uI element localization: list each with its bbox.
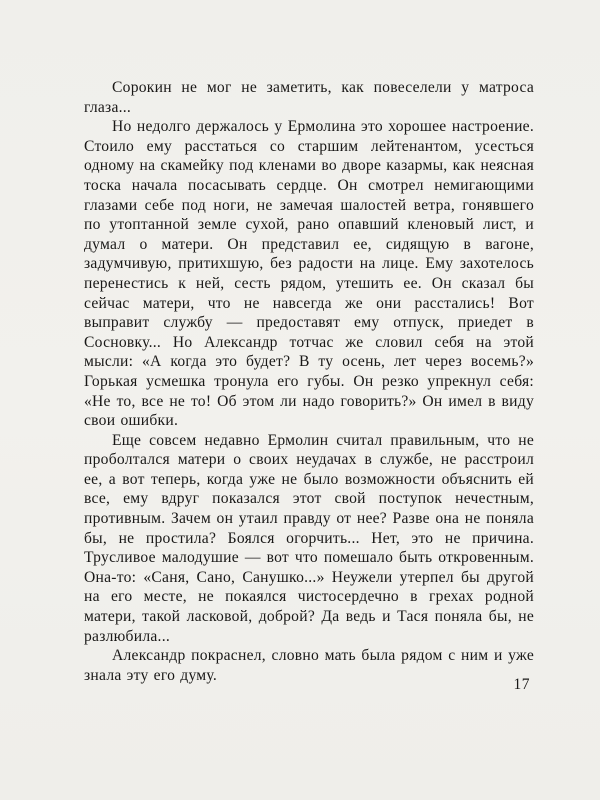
paragraph: Александр покраснел, словно мать была рядом с ним и уже знала эту его думу. [84,647,534,684]
paragraph: Еще совсем недавно Ермолин считал правильным, что не проболтался матери о своих неудачах в службе, не расстроил ее, а вот теперь, когда уже не было возможности объяснить ей все, ему вдруг показался этот свой поступок нечестным, противным. Зачем он утаил правду от нее? Разве она не поняла бы, не простила? Боялся огорчить... Нет, это не причина. Трусливое малодушие — вот что помешало быть откровенным. Она-то: «Саня, Сано, Санушко...» Неужели утерпел бы другой на его месте, не покаялся чистосердечно в грехах родной матери, такой ласковой, доброй? Да ведь и Тася поняла бы, не разлюбила... [84,431,534,645]
page-text-block [84,78,534,685]
paragraph: Сорокин не мог не заметить, как повеселели у матроса глаза... [84,79,534,116]
page-number: 17 [513,676,530,693]
paragraph: Но недолго держалось у Ермолина это хорошее настроение. Стоило ему расстаться со старшим лейтенантом, усесться одному на скамейку под кленами во дворе казармы, как неясная тоска начала посасывать сердце. Он смотрел немигающими глазами себе под ноги, не замечая шалостей ветра, гонявшего по утоптанной земле сухой, рано опавший кленовый лист, и думал о матери. Он представил ее, сидящую в вагоне, задумчивую, притихшую, без радости на лице. Ему захотелось перенестись к ней, сесть рядом, утешить ее. Он сказал бы сейчас матери, что не навсегда же они расстались! Вот выправит службу — предоставят ему отпуск, приедет в Сосновку... Но Александр тотчас же словил себя на этой мысли: «А когда это будет? В ту осень, лет через восемь?» Горькая усмешка тронула его губы. Он резко упрекнул себя: «Не то, все не то! Об этом ли надо говорить?» Он имел в виду свои ошибки. [84,118,534,430]
